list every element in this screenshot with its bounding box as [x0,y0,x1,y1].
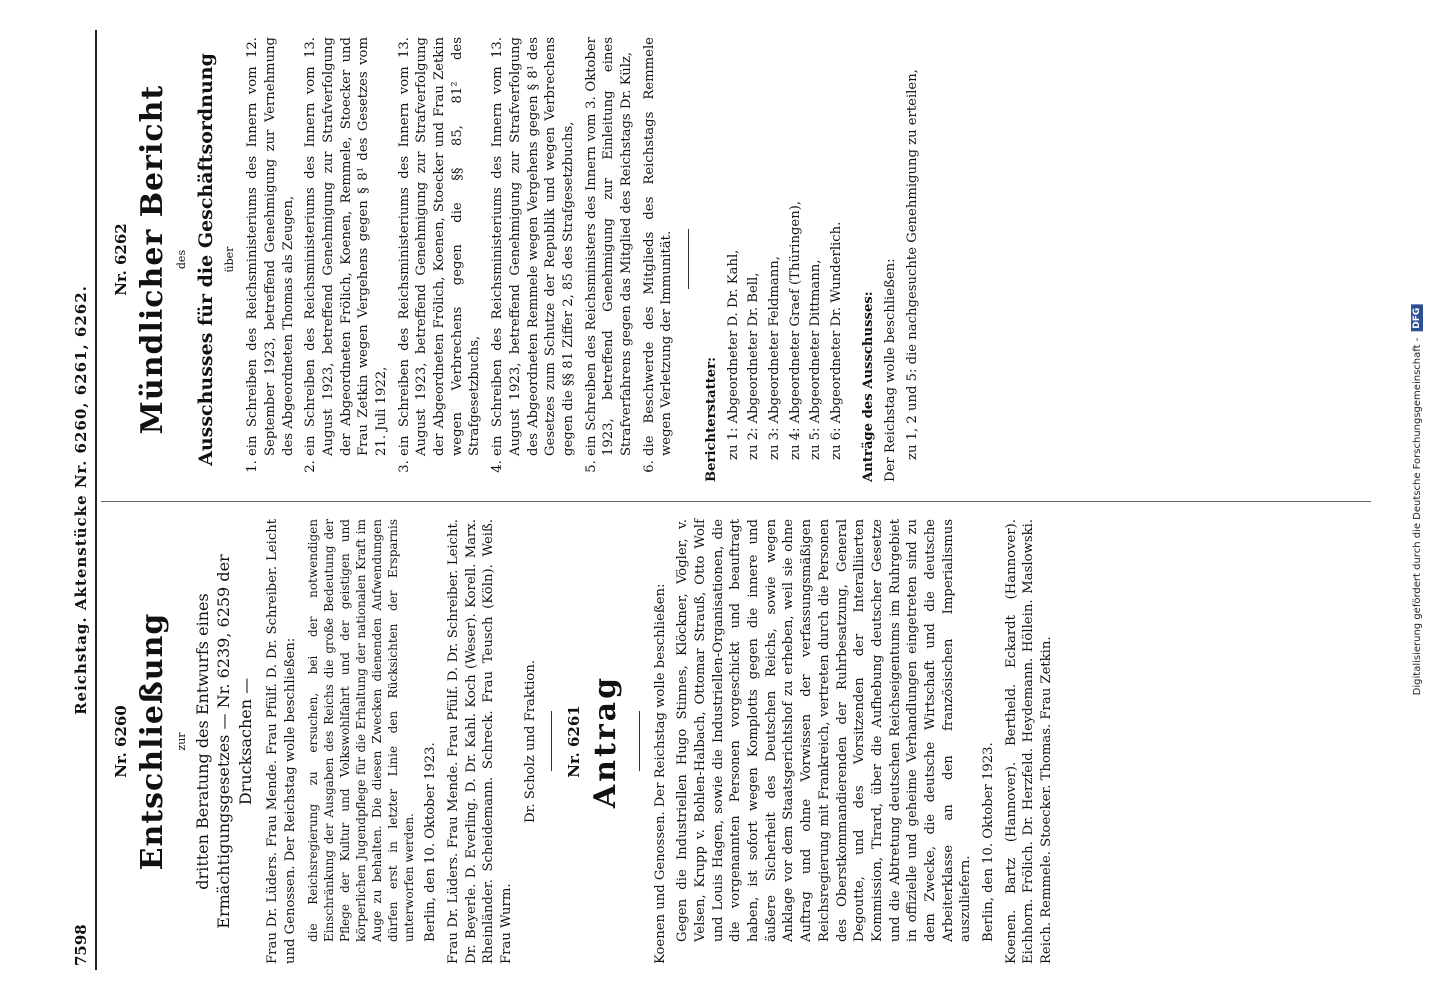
reporter-line: zu 6: Abgeordneter Dr. Wunderlich. [829,221,845,460]
separator [639,712,640,772]
doc-6261-text: Gegen die Industriellen Hugo Stinnes, Klöckner, Vögler, v. Velsen, Krupp v. Bohlen-Halbach, Ottomar Strauß, Otto Wolf und Louis Hagen, sowie die Industriellen-Organisationen, die die vorgenannten Personen vorgeschickt und beauftragt haben, ist sofort wegen Komplotts gegen die innere und äußere Sicherheit des Deutschen Reichs, sowie wegen Anklage vor dem Staatsgerichtshof zu erheben, weil sie ohne Auftrag und ohne Vorwissen der verfassungsmäßigen Reichsregierung mit Frankreich, vertreten durch die Personen des Oberstkommandierenden der Ruhrbesatzung, General Degoutte, und des Vorsitzenden der Interalliierten Kommission, Tirard, über die Aufhebung deutscher Gesetze und die Abtretung deutschen Reichseigentums im Ruhrgebiet in offizielle und geheime Verhandlungen eingetreten sind zu dem Zwecke, die deutsche Wirtschaft und die deutsche Arbeiterklasse an den französischen Imperialismus auszuliefern. [675,519,974,942]
separator [688,230,689,290]
left-column [105,519,1061,964]
doc-6262-title: Mündlicher Bericht [135,84,171,435]
motions-text: zu 1, 2 und 5: die nachgesuchte Genehmigung zu erteilen, [905,69,921,460]
dfg-badge: DFG [1411,305,1423,332]
list-item: 6. die Beschwerde des Mitglieds des Reichstags Remmele wegen Verletzung der Immunität. [641,37,676,456]
document-page [57,30,1377,970]
doc-6260-closing: Dr. Scholz und Fraktion. [522,659,538,824]
doc-6262-ueber: über [223,246,237,273]
header-rule [95,30,97,970]
reporter-line: zu 5: Abgeordneter Dittmann, [808,259,824,460]
doc-6262-items [244,37,676,482]
reporter-line: zu 2: Abgeordneter Dr. Bell, [746,272,762,460]
list-item: 5. ein Schreiben des Reichsministers des Innern vom 3. Oktober 1923, betreffend Genehmigung zur Einleitung eines Strafverfahrens gegen das Mitglied des Reichstags Dr. Külz, [583,37,636,456]
page-number: 7598 [72,924,90,966]
separator [551,712,552,772]
doc-6260-date: Berlin, den 10. Oktober 1923. [423,742,439,942]
motions-heading: Anträge des Ausschusses: [860,291,876,482]
reporters-heading: Berichterstatter: [704,357,720,482]
doc-6260-subtitle: dritten Beratung des Entwurfs eines Ermächtigungsgesetzes — Nr. 6239, 6259 der Drucksachen — [193,554,255,929]
reporter-line: zu 4: Abgeordneter Graef (Thüringen), [787,200,803,460]
doc-6262-committee: Ausschusses für die Geschäftsordnung [195,53,218,466]
running-head [71,30,91,970]
digitization-text: Digitalisierung gefördert durch die Deutsche Forschungsgemeinschaft - [1411,337,1423,696]
doc-6260-title: Entschließung [135,612,171,871]
right-column [105,37,927,482]
doc-6260-movers: Frau Dr. Lüders. Frau Mende. Frau Pfülf. D. Dr. Schreiber. Leicht und Genossen. Der Reichstag wolle beschließen: [265,519,299,964]
doc-6260-text: die Reichsregierung zu ersuchen, bei der notwendigen Einschränkung der Ausgaben des Reichs die große Bedeutung der Pflege der Kultur und Volkswohlfahrt und der geistigen und körperlichen Jugendpflege für die Erhaltung der nationalen Kraft im Auge zu behalten. Die diesen Zwecken dienenden Aufwendungen dürfen erst in letzter Linie den Rücksichten der Ersparnis unterworfen werden. [305,519,417,942]
doc-6262-number: Nr. 6262 [112,223,130,296]
doc-6261-movers: Koenen und Genossen. Der Reichstag wolle beschließen: [652,583,668,964]
list-item: 3. ein Schreiben des Reichsministeriums des Innern vom 13. August 1923, betreffend Genehmigung zur Strafverfolgung der Abgeordneten Frölich, Koenen, Stoecker und Frau Zetkin wegen Verbrechens gegen die §§ 85, 81² des Strafgesetzbuchs, [396,37,484,456]
doc-6261-title: Antrag [588,674,624,809]
motions-intro: Der Reichstag wolle beschließen: [882,258,898,482]
reporter-line: zu 1: Abgeordneter D. Dr. Kahl, [725,249,741,460]
doc-6261-date: Berlin, den 10. Oktober 1923. [981,742,997,942]
list-item: 4. ein Schreiben des Reichsministeriums des Innern vom 13. August 1923, betreffend Genehmigung zur Strafverfolgung des Abgeordneten Remmele wegen Vergehens gegen § 8¹ des Gesetzes zum Schutze der Republik und wegen Verbrechens gegen die §§ 81 Ziffer 2, 85 des Strafgesetzbuchs, [489,37,577,456]
digitization-note [1411,305,1423,696]
doc-6262-des: des [175,249,189,270]
list-item: 1. ein Schreiben des Reichsministeriums des Innern vom 12. September 1923, betreffend Genehmigung zur Vernehmung des Abgeordneten Thomas als Zeugen, [244,37,297,456]
doc-6260-number: Nr. 6260 [112,705,130,778]
running-title: Reichstag. Aktenstücke Nr. 6260, 6261, 6262. [72,285,90,715]
list-item: 2. ein Schreiben des Reichsministeriums des Innern vom 13. August 1923, betreffend Genehmigung zur Strafverfolgung der Abgeordneten Frölich, Koenen, Remmele, Stoecker und Frau Zetkin wegen Vergehens gegen § 8¹ des Gesetzes vom 21. Juli 1922, [302,37,390,456]
doc-6261-signatories: Koenen. Bartz (Hannover). Bertheld. Eckardt (Hannover). Eichhorn. Frölich. Dr. Herzfeld. Heydemann. Höllein. Maslowski. Reich. Remmele. Stoecker. Thomas. Frau Zetkin. [1003,519,1055,964]
column-divider [101,501,1371,502]
doc-6260-zur: zur [175,732,189,751]
doc-6260-signatories: Frau Dr. Lüders. Frau Mende. Frau Pfülf. D. Dr. Schreiber. Leicht. Dr. Beyerle. D. Everling. D. Dr. Kahl. Koch (Weser). Korell. Marx. Rheinländer. Scheidemann. Schreck. Frau Teusch (Köln). Weiß. Frau Wurm. [445,519,514,964]
reporter-line: zu 3: Abgeordneter Feldmann, [767,256,783,460]
doc-6261-number: Nr. 6261 [565,705,584,778]
